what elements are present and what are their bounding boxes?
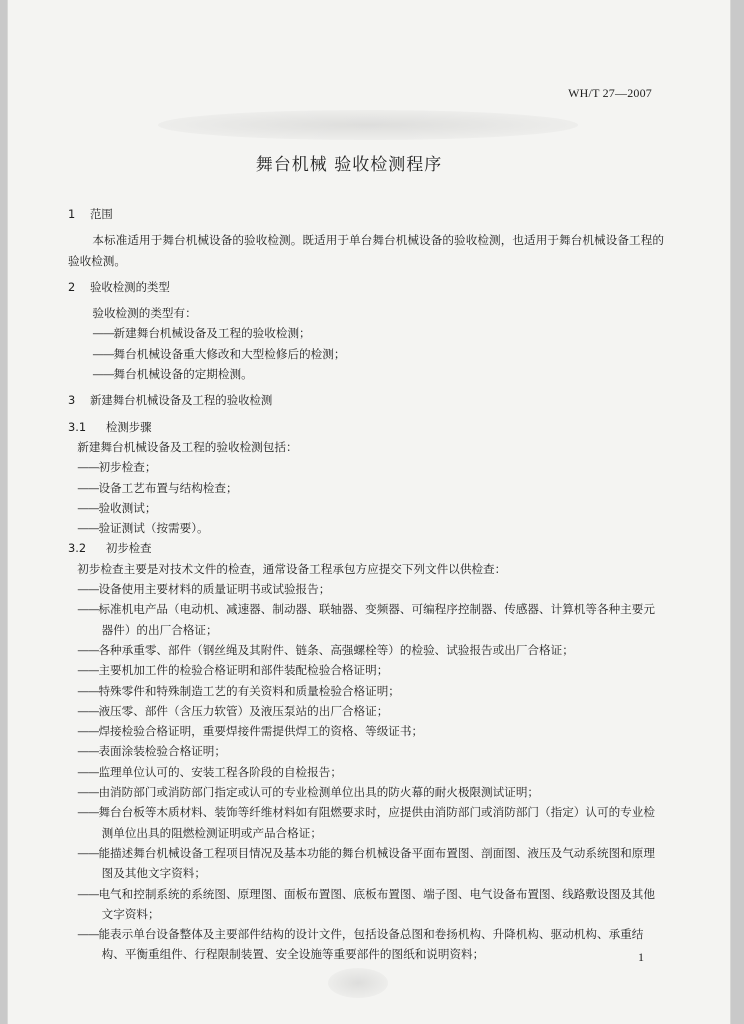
list-item-text: 验收测试； (98, 500, 157, 515)
list-dash: —— (77, 764, 99, 779)
list-dash: —— (77, 744, 99, 759)
list-item (68, 802, 664, 843)
paragraph: 新建舞台机械设备及工程的验收检测包括： (77, 439, 298, 454)
list-item-text: 标准机电产品（电动机、减速器、制动器、联轴器、变频器、可编程序控制器、传感器、计算机等各种主要元器件）的出厂合格证； (98, 602, 655, 637)
list-dash: —— (77, 927, 99, 942)
list-dash: —— (77, 642, 99, 657)
list-dash: —— (77, 521, 99, 536)
section-heading: 2 验收检测的类型 (68, 279, 170, 294)
list-item (68, 518, 664, 538)
list-dash: —— (77, 460, 99, 475)
subsection-heading: 3.1 检测步骤 (68, 419, 152, 434)
list-item (68, 884, 664, 925)
list-item (68, 478, 664, 498)
list-item-text: 能表示单台设备整体及主要部件结构的设计文件，包括设备总图和卷扬机构、升降机构、驱动机构、承重结构、平衡重组件、行程限制装置、安全设施等重要部件的图纸和说明资料； (98, 927, 644, 962)
scan-smudge (158, 110, 578, 140)
list-item (68, 721, 664, 741)
list-dash: —— (92, 367, 114, 382)
list-item (68, 681, 664, 701)
list-item (68, 741, 664, 761)
list-item-text: 液压零、部件（含压力软管）及液压泵站的出厂合格证； (98, 703, 389, 718)
list (68, 457, 664, 538)
list-item-text: 初步检查； (98, 460, 157, 475)
list-item-text: 表面涂装检验合格证明； (98, 744, 226, 759)
list-item-text: 由消防部门或消防部门指定或认可的专业检测单位出具的防火幕的耐火极限测试证明； (98, 785, 540, 800)
list-item-text: 焊接检验合格证明，重要焊接件需提供焊工的资格、等级证书； (98, 724, 424, 739)
list-item-text: 设备工艺布置与结构检查； (98, 480, 238, 495)
list-item (68, 843, 664, 884)
list-dash: —— (77, 703, 99, 718)
list-dash: —— (77, 663, 99, 678)
list-dash: —— (77, 582, 99, 597)
list-item-text: 能描述舞台机械设备工程项目情况及基本功能的舞台机械设备平面布置图、剖面图、液压及气动系统图和原理图及其他文字资料； (98, 845, 655, 881)
list-dash: —— (77, 724, 99, 739)
paragraph: 初步检查主要是对技术文件的检查，通常设备工程承包方应提交下列文件以供检查： (77, 561, 507, 576)
list-item (68, 344, 664, 364)
list-item-text: 舞台机械设备的定期检测。 (113, 367, 253, 382)
list-dash: —— (77, 886, 99, 901)
scan-smudge (328, 968, 388, 998)
list-dash: —— (77, 845, 99, 860)
list (68, 323, 664, 384)
list (68, 579, 664, 965)
list-dash: —— (77, 683, 99, 698)
list-item (68, 579, 664, 599)
list-item-text: 验证测试（按需要）。 (98, 521, 209, 536)
list-item-text: 主要机加工件的检验合格证明和部件装配检验合格证明； (98, 663, 389, 678)
list-item (68, 364, 664, 384)
list-item (68, 457, 664, 477)
list-item (68, 782, 664, 802)
list-item (68, 640, 664, 660)
list-item-text: 新建舞台机械设备及工程的验收检测； (113, 326, 311, 341)
section-heading: 1 范围 (68, 207, 113, 221)
page-number: 1 (638, 950, 644, 964)
list-item-text: 舞台机械设备重大修改和大型检修后的检测； (113, 346, 346, 361)
list-item (68, 498, 664, 518)
list-dash: —— (77, 480, 99, 495)
list-item (68, 701, 664, 721)
list-dash: —— (77, 805, 99, 820)
list-dash: —— (77, 500, 99, 515)
list-item-text: 舞台台板等木质材料、装饰等纤维材料如有阻燃要求时，应提供由消防部门或消防部门（指定）认可的专业检测单位出具的阻燃检测证明或产品合格证； (98, 805, 655, 840)
list-item (68, 762, 664, 782)
list-item (68, 599, 664, 640)
list-dash: —— (77, 602, 99, 617)
list-item (68, 924, 664, 965)
list-item-text: 各种承重零、部件（钢丝绳及其附件、链条、高强螺栓等）的检验、试验报告或出厂合格证； (98, 642, 574, 657)
standard-number: WH/T 27—2007 (568, 86, 652, 100)
list-dash: —— (92, 326, 114, 341)
document-page (8, 0, 730, 1024)
list-item (68, 323, 664, 343)
section-heading: 3 新建舞台机械设备及工程的验收检测 (68, 393, 273, 408)
list-item-text: 特殊零件和特殊制造工艺的有关资料和质量检验合格证明； (98, 683, 400, 698)
paragraph: 验收检测的类型有： (92, 306, 197, 321)
list-item-text: 电气和控制系统的系统图、原理图、面板布置图、底板布置图、端子图、电气设备布置图、线路敷设图及其他文字资料； (98, 886, 655, 921)
list-dash: —— (92, 346, 114, 361)
document-title: 舞台机械 验收检测程序 (255, 155, 443, 175)
subsection-heading: 3.2 初步检查 (68, 541, 152, 556)
list-item-text: 设备使用主要材料的质量证明书或试验报告； (98, 582, 331, 597)
list-item (68, 660, 664, 680)
list-dash: —— (77, 785, 99, 800)
document-body (68, 204, 664, 965)
list-item-text: 监理单位认可的、安装工程各阶段的自检报告； (98, 764, 342, 779)
paragraph: 本标准适用于舞台机械设备的验收检测。既适用于单台舞台机械设备的验收检测，也适用于舞台机械设备工程的验收检测。 (68, 233, 664, 268)
